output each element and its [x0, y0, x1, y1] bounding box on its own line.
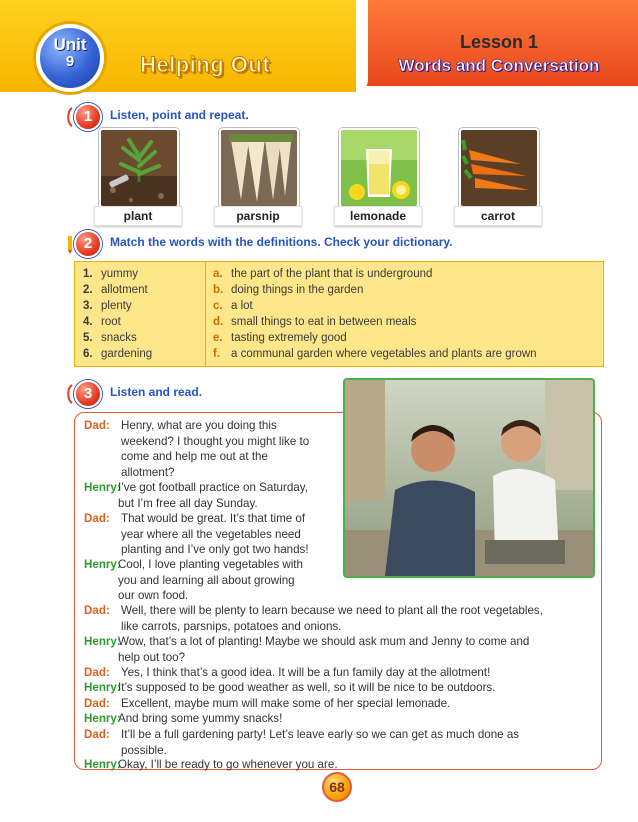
dialogue-turn	[84, 711, 594, 727]
speaker-name: Henry:	[84, 681, 121, 694]
unit-number: 9	[65, 53, 75, 70]
speaker-name: Dad:	[84, 512, 110, 525]
dialogue-text: but I’m free all day Sunday.	[118, 496, 258, 510]
definition-item: e. tasting extremely good	[213, 332, 347, 344]
dialogue-turn	[84, 418, 594, 480]
picture-label-plant: plant	[94, 206, 182, 226]
headphones-icon	[67, 107, 73, 127]
picture-label-carrot: carrot	[454, 206, 542, 226]
dialogue-turn	[84, 696, 594, 712]
section-number: 2	[74, 230, 102, 258]
section-number: 1	[74, 103, 102, 131]
dialogue-text: planting and I’ve only got two hands!	[121, 543, 309, 557]
definition-item: f. a communal garden where vegetables and plants are grown	[213, 348, 537, 360]
dialogue-text: like carrots, parsnips, potatoes and onions.	[121, 619, 342, 633]
speaker-name: Henry:	[84, 635, 121, 648]
speaker-name: Dad:	[84, 666, 110, 679]
dialogue-turn	[84, 634, 594, 665]
pencil-icon	[67, 234, 73, 254]
section-instruction: Listen, point and repeat.	[110, 108, 249, 122]
dialogue-text: come and help me out at the	[121, 450, 268, 464]
speaker-name: Henry:	[84, 712, 121, 725]
dialogue-text: year where all the vegetables need	[121, 527, 301, 541]
matching-table	[74, 261, 604, 367]
definition-item: b. doing things in the garden	[213, 284, 364, 296]
dialogue-text: our own food.	[118, 589, 189, 603]
lemonade-picture	[339, 128, 419, 208]
word-item: 1. yummy	[83, 268, 139, 280]
dialogue-turn	[84, 557, 594, 604]
section-instruction: Listen and read.	[110, 385, 203, 399]
dialogue-turn	[84, 680, 594, 696]
dialogue-text: Wow, that’s a lot of planting! Maybe we should ask mum and Jenny to come and	[118, 635, 530, 648]
matching-divider	[205, 262, 206, 366]
section-number: 3	[74, 380, 102, 408]
dialogue-text: help out too?	[118, 650, 186, 664]
dialogue-text: Well, there will be plenty to learn because we need to plant all the root vegetables,	[121, 604, 543, 617]
word-item: 4. root	[83, 316, 121, 328]
dialogue-text: Okay, I’ll be ready to go whenever you are.	[118, 758, 338, 771]
lesson-subtitle: Words and Conversation	[398, 56, 600, 75]
headphones-icon	[67, 384, 73, 404]
definition-item: a. the part of the plant that is underground	[213, 268, 433, 280]
dialogue-text: It’s supposed to be good weather as well, so it will be nice to be outdoors.	[118, 681, 496, 694]
dialogue-text: allotment?	[121, 465, 175, 479]
page-number: 68	[322, 772, 352, 802]
unit-badge	[36, 24, 104, 92]
dialogue-text: I’ve got football practice on Saturday,	[118, 481, 308, 494]
dialogue-text: possible.	[121, 743, 167, 757]
parsnip-picture	[219, 128, 299, 208]
speaker-name: Dad:	[84, 728, 110, 741]
lesson-number: Lesson 1	[459, 32, 539, 52]
dialogue-text: Cool, I love planting vegetables with	[118, 558, 303, 571]
dialogue-text: Henry, what are you doing this	[121, 419, 277, 432]
dialogue-turn	[84, 665, 594, 681]
speaker-name: Dad:	[84, 419, 110, 432]
dialogue-turn	[84, 727, 594, 758]
dialogue-text: weekend? I thought you might like to	[121, 434, 310, 448]
dialogue-text: you and learning all about growing	[118, 573, 295, 587]
dialogue-text: Yes, I think that’s a good idea. It will be a fun family day at the allotment!	[121, 666, 491, 679]
picture-label-parsnip: parsnip	[214, 206, 302, 226]
dialogue-text: That would be great. It’s that time of	[121, 512, 306, 525]
speaker-name: Henry:	[84, 481, 121, 494]
section-instruction: Match the words with the definitions. Check your dictionary.	[110, 235, 453, 249]
speaker-name: Henry:	[84, 558, 121, 571]
unit-word: Unit	[53, 35, 87, 54]
carrot-picture	[459, 128, 539, 208]
dialogue-turn	[84, 480, 594, 511]
dialogue-text: Excellent, maybe mum will make some of her special lemonade.	[121, 697, 451, 710]
dialogue-text: And bring some yummy snacks!	[118, 712, 283, 725]
speaker-name: Henry:	[84, 758, 121, 771]
speaker-name: Dad:	[84, 604, 110, 617]
definition-item: d. small things to eat in between meals	[213, 316, 417, 328]
word-item: 6. gardening	[83, 348, 153, 360]
speaker-name: Dad:	[84, 697, 110, 710]
dialogue-text: It’ll be a full gardening party! Let’s leave early so we can get as much done as	[121, 728, 520, 741]
sprout-picture	[99, 128, 179, 208]
word-item: 3. plenty	[83, 300, 132, 312]
picture-label-lemonade: lemonade	[334, 206, 422, 226]
unit-title: Helping Out	[140, 52, 271, 77]
dialogue-turn	[84, 511, 594, 558]
dialogue-turn	[84, 757, 594, 773]
dialogue-turn	[84, 603, 594, 634]
definition-item: c. a lot	[213, 300, 253, 312]
word-item: 5. snacks	[83, 332, 137, 344]
word-item: 2. allotment	[83, 284, 148, 296]
